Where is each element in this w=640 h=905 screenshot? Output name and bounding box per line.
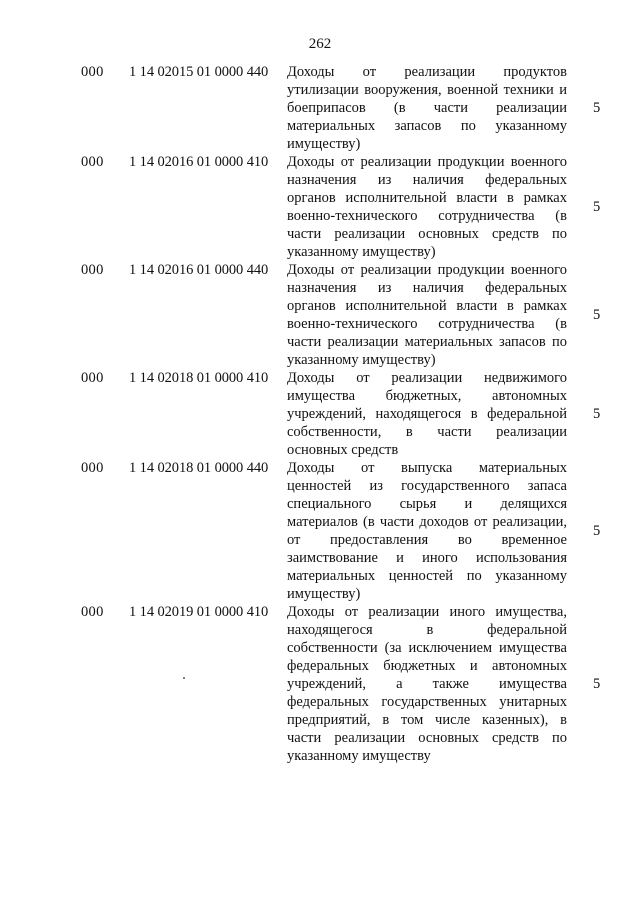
description-line: учреждений, а также имущества bbox=[287, 676, 567, 692]
description-line: указанному имуществу) bbox=[287, 244, 436, 260]
description-line: Доходы от реализации продуктов bbox=[287, 64, 567, 80]
allocation-rate: 5 bbox=[593, 676, 601, 692]
description-line: части реализации основных средств по bbox=[287, 226, 567, 242]
description-line: материальных ценностей по указанному bbox=[287, 568, 567, 584]
scan-speck bbox=[183, 677, 185, 679]
table-row bbox=[0, 261, 640, 369]
description-line: утилизации вооружения, военной техники и bbox=[287, 82, 567, 98]
description-line: Доходы от выпуска материальных bbox=[287, 460, 567, 476]
description-line: специального сырья и делящихся bbox=[287, 496, 567, 512]
admin-code: 000 bbox=[81, 64, 104, 80]
admin-code: 000 bbox=[81, 370, 104, 386]
description-line: части реализации материальных запасов по bbox=[287, 334, 567, 350]
admin-code: 000 bbox=[81, 460, 104, 476]
revenue-description bbox=[287, 603, 567, 765]
description-line: боеприпасов (в части реализации bbox=[287, 100, 567, 116]
budget-classification-code: 1 14 02019 01 0000 410 bbox=[129, 604, 269, 620]
description-line: военно-технического сотрудничества (в bbox=[287, 316, 567, 332]
budget-classification-code: 1 14 02018 01 0000 440 bbox=[129, 460, 269, 476]
revenue-description bbox=[287, 153, 567, 261]
description-line: Доходы от реализации продукции военного bbox=[287, 262, 567, 278]
allocation-rate: 5 bbox=[593, 523, 601, 539]
description-line: имуществу) bbox=[287, 136, 361, 152]
description-line: учреждений, находящегося в федеральной bbox=[287, 406, 567, 422]
page-number: 262 bbox=[308, 36, 332, 52]
admin-code: 000 bbox=[81, 262, 104, 278]
description-line: от предоставления во временное bbox=[287, 532, 567, 548]
allocation-rate: 5 bbox=[593, 307, 601, 323]
revenue-description bbox=[287, 369, 567, 459]
allocation-rate: 5 bbox=[593, 199, 601, 215]
description-line: имущества бюджетных, автономных bbox=[287, 388, 567, 404]
budget-classification-code: 1 14 02016 01 0000 410 bbox=[129, 154, 269, 170]
description-line: назначения из наличия федеральных bbox=[287, 172, 567, 188]
revenue-description bbox=[287, 459, 567, 603]
revenue-description bbox=[287, 63, 567, 153]
table-row bbox=[0, 369, 640, 459]
description-line: части реализации основных средств по bbox=[287, 730, 567, 746]
budget-classification-code: 1 14 02016 01 0000 440 bbox=[129, 262, 269, 278]
description-line: органов исполнительной власти в рамках bbox=[287, 298, 567, 314]
description-line: ценностей из государственного запаса bbox=[287, 478, 567, 494]
allocation-rate: 5 bbox=[593, 100, 601, 116]
description-line: органов исполнительной власти в рамках bbox=[287, 190, 567, 206]
description-line: назначения из наличия федеральных bbox=[287, 280, 567, 296]
description-line: федеральных бюджетных и автономных bbox=[287, 658, 567, 674]
table-row bbox=[0, 603, 640, 765]
description-line: имуществу) bbox=[287, 586, 361, 602]
description-line: предприятий, в том числе казенных), в bbox=[287, 712, 567, 728]
description-line: Доходы от реализации недвижимого bbox=[287, 370, 567, 386]
description-line: собственности, в части реализации bbox=[287, 424, 567, 440]
description-line: Доходы от реализации иного имущества, bbox=[287, 604, 567, 620]
description-line: военно-технического сотрудничества (в bbox=[287, 208, 567, 224]
description-line: основных средств bbox=[287, 442, 399, 458]
description-line: собственности (за исключением имущества bbox=[287, 640, 567, 656]
admin-code: 000 bbox=[81, 604, 104, 620]
description-line: материальных запасов по указанному bbox=[287, 118, 567, 134]
revenue-description bbox=[287, 261, 567, 369]
table-row bbox=[0, 153, 640, 261]
description-line: указанному имуществу bbox=[287, 748, 431, 764]
table-row bbox=[0, 63, 640, 153]
table-row bbox=[0, 459, 640, 603]
description-line: указанному имуществу) bbox=[287, 352, 436, 368]
description-line: заимствование и иного использования bbox=[287, 550, 567, 566]
description-line: Доходы от реализации продукции военного bbox=[287, 154, 567, 170]
description-line: федеральных государственных унитарных bbox=[287, 694, 567, 710]
description-line: находящегося в федеральной bbox=[287, 622, 567, 638]
description-line: материалов (в части доходов от реализации, bbox=[287, 514, 567, 530]
budget-classification-code: 1 14 02015 01 0000 440 bbox=[129, 64, 269, 80]
admin-code: 000 bbox=[81, 154, 104, 170]
allocation-rate: 5 bbox=[593, 406, 601, 422]
budget-classification-code: 1 14 02018 01 0000 410 bbox=[129, 370, 269, 386]
revenue-code-table bbox=[0, 63, 640, 765]
